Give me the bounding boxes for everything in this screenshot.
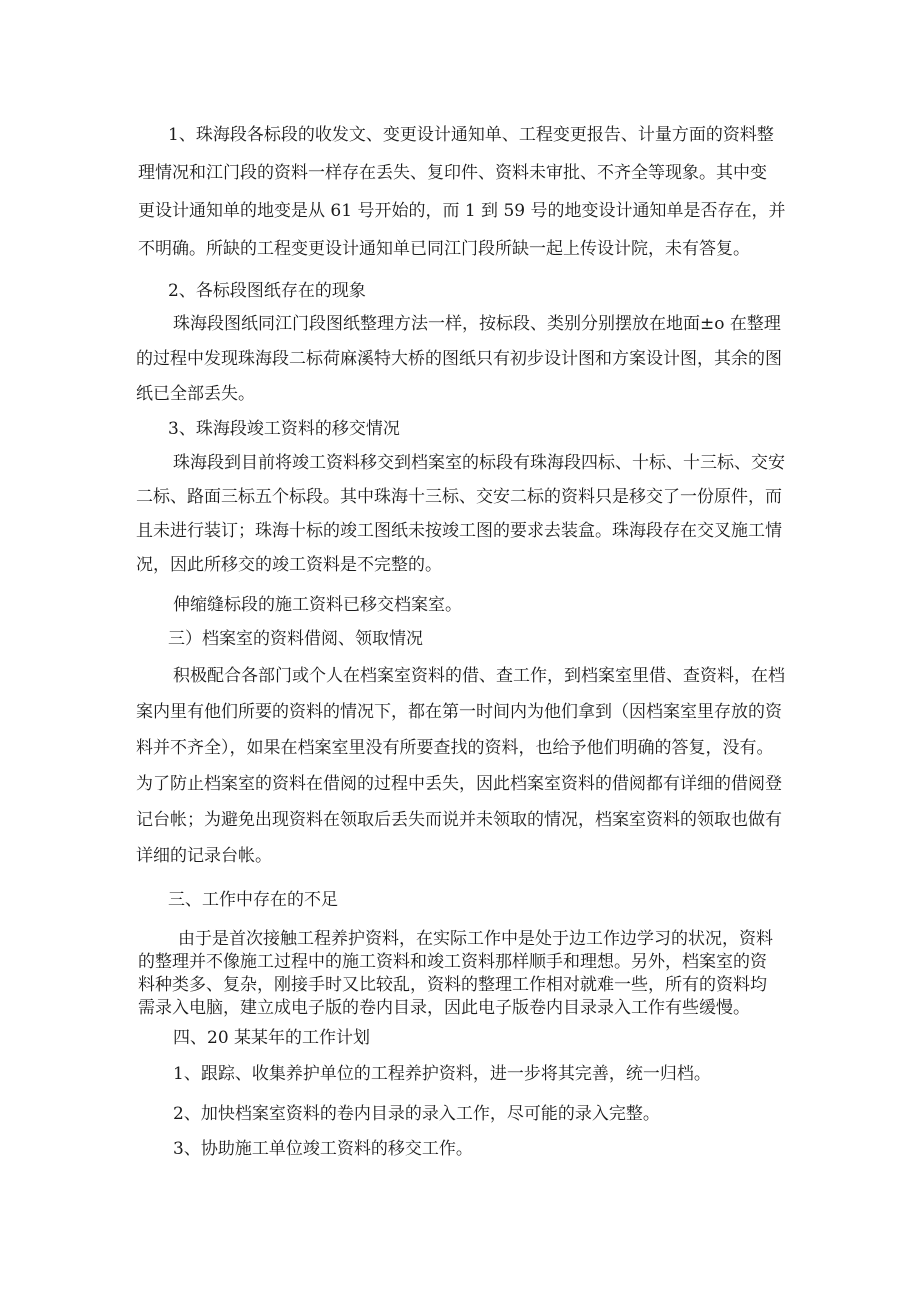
paragraph-1 (138, 116, 808, 268)
paragraph-6-line-2: 的整理并不像施工过程中的施工资料和竣工资料那样顺手和理想。另外，档案室的资 (138, 952, 767, 972)
paragraph-3-line-4: 况，因此所移交的竣工资料是不完整的。 (136, 555, 442, 575)
plan-item-3-text: 3、协助施工单位竣工资料的移交工作。 (173, 1139, 473, 1159)
paragraph-5-line-3: 料并不齐全），如果在档案室里没有所要查找的资料，也给予他们明确的答复，没有。 (136, 738, 774, 758)
paragraph-4-text: 伸缩缝标段的施工资料已移交档案室。 (173, 595, 462, 615)
heading-3-text: 3、珠海段竣工资料的移交情况 (168, 419, 400, 439)
paragraph-6-line-4: 需录入电脑，建立成电子版的卷内目录，因此电子版卷内目录录入工作有些缓慢。 (138, 998, 750, 1018)
plan-item-2 (168, 1095, 808, 1134)
paragraph-5-line-4: 为了防止档案室的资料在借阅的过程中丢失，因此档案室资料的借阅都有详细的借阅登 (136, 774, 782, 794)
paragraph-1-line-3: 更设计通知单的地变是从 61 号开始的，而 1 到 59 号的地变设计通知单是否存在，并 (138, 201, 786, 221)
paragraph-2-line-2: 的过程中发现珠海段二标荷麻溪特大桥的图纸只有初步设计图和方案设计图，其余的图 (136, 349, 782, 369)
paragraph-2 (136, 307, 808, 412)
paragraph-1-line-1: 1、珠海段各标段的收发文、变更设计通知单、工程变更报告、计量方面的资料整 (168, 125, 774, 145)
paragraph-1-line-4: 不明确。所缺的工程变更设计通知单已同江门段所缺一起上传设计院，未有答复。 (138, 239, 750, 259)
paragraph-6-line-1: 由于是首次接触工程养护资料，在实际工作中是处于边工作边学习的状况，资料 (178, 929, 773, 949)
heading-2 (168, 272, 808, 311)
paragraph-3-line-3: 且未进行装订；珠海十标的竣工图纸未按竣工图的要求去装盒。珠海段存在交叉施工情 (136, 521, 782, 541)
heading-5 (168, 881, 808, 920)
paragraph-3-line-1: 珠海段到目前将竣工资料移交到档案室的标段有珠海段四标、十标、十三标、交安 (173, 453, 785, 473)
heading-4-text: 三）档案室的资料借阅、领取情况 (168, 629, 423, 649)
plan-item-2-text: 2、加快档案室资料的卷内目录的录入工作，尽可能的录入完整。 (173, 1104, 660, 1124)
plan-item-1 (168, 1055, 808, 1094)
heading-6 (168, 1019, 808, 1058)
heading-4 (168, 620, 808, 659)
paragraph-6 (138, 928, 808, 1020)
heading-3 (168, 410, 808, 449)
heading-2-text: 2、各标段图纸存在的现象 (168, 281, 366, 301)
heading-5-text: 三、工作中存在的不足 (168, 890, 338, 910)
plan-item-3 (168, 1130, 808, 1169)
paragraph-3-line-2: 二标、路面三标五个标段。其中珠海十三标、交安二标的资料只是移交了一份原件，而 (136, 487, 782, 507)
paragraph-5-line-5: 记台帐；为避免出现资料在领取后丢失而说并未领取的情况，档案室资料的领取也做有 (136, 810, 782, 830)
plan-item-1-text: 1、跟踪、收集养护单位的工程养护资料，进一步将其完善，统一归档。 (173, 1064, 711, 1084)
paragraph-6-line-3: 料种类多、复杂，刚接手时又比较乱，资料的整理工作相对就难一些，所有的资料均 (138, 975, 767, 995)
paragraph-2-line-1: 珠海段图纸同江门段图纸整理方法一样，按标段、类别分别摆放在地面±o 在整理 (173, 314, 781, 334)
paragraph-1-line-2: 理情况和江门段的资料一样存在丢失、复印件、资料未审批、不齐全等现象。其中变 (138, 163, 767, 183)
paragraph-5-line-1: 积极配合各部门或个人在档案室资料的借、查工作，到档案室里借、查资料，在档 (173, 666, 785, 686)
paragraph-2-line-3: 纸已全部丢失。 (136, 384, 255, 404)
heading-6-text: 四、20 某某年的工作计划 (173, 1028, 371, 1048)
paragraph-5-line-6: 详细的记录台帐。 (136, 846, 272, 866)
paragraph-5 (136, 658, 808, 874)
paragraph-3 (136, 446, 808, 582)
paragraph-5-line-2: 案内里有他们所要的资料的情况下，都在第一时间内为他们拿到（因档案室里存放的资 (136, 702, 782, 722)
